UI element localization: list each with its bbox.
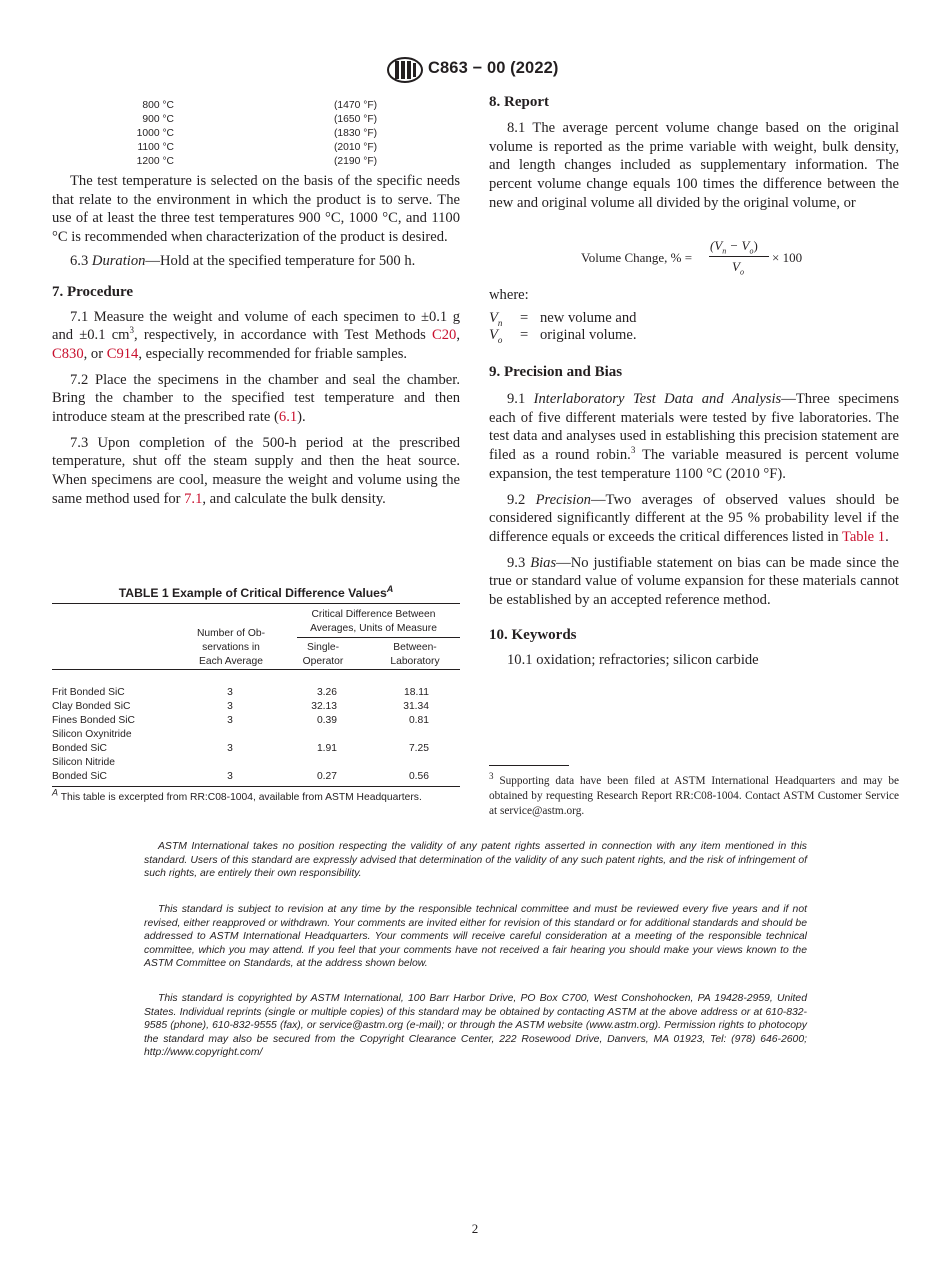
- col-header-observations: Number of Ob- servations in Each Average: [196, 628, 266, 667]
- temperature-fahrenheit: (2190 °F): [334, 156, 378, 167]
- table-top-rule: [52, 603, 460, 604]
- table-cell-between-laboratory: 7.25: [408, 743, 429, 754]
- paragraph-7-2: 7.2 Place the specimens in the chamber and seal the chamber. Bring the chamber to the specified test temperature and then introduce steam at the prescribed rate (6.1).: [52, 371, 460, 426]
- table-bottom-rule: [52, 786, 460, 787]
- temperature-row: [52, 127, 460, 141]
- table-cell-single-operator: 0.39: [316, 715, 337, 726]
- table-cell-material: Frit Bonded SiC: [52, 687, 125, 698]
- table-footnote: $^A$ This table is excerpted from RR:C08-1004, available from ASTM Headquarters.: [52, 787, 422, 803]
- section-7-heading: 7. Procedure: [52, 283, 134, 300]
- temperature-paragraph: The test temperature is selected on the basis of the specific needs that relate to the environment in which the product is to serve. The use of at least the three test temperatures 900 °C, 1000 °C, and 1100 °C is recommended when characterization of the product is desired.: [52, 173, 460, 246]
- paragraph-9-3: 9.3 Bias—No justifiable statement on bias can be made since the true or standard value of volume expansion for these materials cannot be established by an accepted reference method.: [489, 554, 899, 609]
- left-column: [52, 172, 460, 509]
- link-6-1[interactable]: 6.1: [278, 409, 298, 426]
- group-header-rule: [297, 637, 460, 638]
- link-c20[interactable]: C20: [432, 327, 457, 344]
- table-cell-material: Fines Bonded SiC: [52, 715, 135, 726]
- table-cell-observations: 3: [227, 701, 233, 712]
- section-8-heading: 8. Report: [489, 94, 549, 110]
- paragraph-6-3: 6.3 Duration—Hold at the specified temperature for 500 h.: [70, 252, 416, 269]
- temperature-fahrenheit: (1830 °F): [334, 128, 378, 139]
- section-10-heading: 10. Keywords: [489, 626, 577, 643]
- paragraph-9-1: 9.1 Interlaboratory Test Data and Analysis—Three specimens each of five different materials were tested by five laboratories. The test data and analyses used in establishing this precision statement are filed as a round robin.$^3$ The variable measured is percent volume expansion, the test temperature 1100 °C (2010 °F).: [489, 391, 900, 482]
- temperature-fahrenheit: (1470 °F): [334, 100, 378, 111]
- temperature-fahrenheit: (2010 °F): [334, 142, 378, 153]
- table-cell-observations: 3: [227, 771, 233, 782]
- table-cell-single-operator: 3.26: [316, 687, 337, 698]
- astm-logo-icon: [386, 57, 424, 83]
- link-c830[interactable]: C830: [52, 345, 84, 362]
- temperature-row: [52, 99, 460, 113]
- document-designation: C863 − 00 (2022): [428, 59, 559, 77]
- table-header-rule: [52, 669, 460, 670]
- temperature-row: [52, 155, 460, 169]
- footnote-rule: [489, 765, 569, 766]
- link-7-1[interactable]: 7.1: [184, 490, 203, 507]
- temperature-fahrenheit: (1650 °F): [334, 114, 378, 125]
- paragraph-9-2: 9.2 Precision—Two averages of observed values should be considered significantly different at the 95 % probability level if the difference equals or exceeds the critical differences listed in Table 1.: [489, 491, 899, 545]
- paragraph-10-1: 10.1 oxidation; refractories; silicon carbide: [507, 651, 759, 668]
- table-cell-between-laboratory: 0.81: [408, 715, 429, 726]
- temperature-celsius: 1200 °C: [136, 156, 174, 167]
- col-header-critical-difference: Critical Difference Between Averages, Units of Measure: [310, 609, 437, 634]
- right-column-lower: [489, 363, 899, 669]
- temperature-celsius: 1000 °C: [136, 128, 174, 139]
- footnote-3: $^3$ Supporting data have been filed at ASTM International Headquarters and may be obtained by requesting Research Report RR:C08-1004. Contact ASTM Customer Service at service@astm.org.: [489, 771, 899, 817]
- link-table-1[interactable]: Table 1: [841, 528, 886, 545]
- table-cell-material: Silicon Oxynitride Bonded SiC: [52, 729, 132, 754]
- volume-change-formula: Volume Change, % = $(V_n - V_o)$ $V_o$ × 100: [581, 238, 803, 277]
- legal-copyright-notice: This standard is copyrighted by ASTM International, 100 Barr Harbor Drive, PO Box C700, West Conshohocken, PA 19428-2959, United States. Individual reprints (single or multiple copies) of this standard may be obtained by contacting ASTM at the above address or at 610-832-9585 (phone), 610-832-9555 (fax), or service@astm.org (e-mail); or through the ASTM website (www.astm.org). Permission rights to photocopy the standard may also be secured from the Copyright Clearance Center, 222 Rosewood Drive, Danvers, MA 01923, Tel: (978) 646-2600; http://www.copyright.com/: [144, 993, 807, 1058]
- paragraph-8-1: 8.1 The average percent volume change based on the original volume is reported as the prime variable with weight, bulk density, and length changes included as supplementary information. The percent volume change equals 100 times the difference between the new and original volume all divided by the original volume, or: [489, 120, 899, 211]
- temperature-row: [52, 113, 460, 127]
- temperature-celsius: 900 °C: [142, 114, 174, 125]
- where-block: where: $V_n$ = new volume and $V_o$ = original volume.: [489, 287, 637, 345]
- table-cell-single-operator: 1.91: [316, 743, 337, 754]
- table-cell-between-laboratory: 18.11: [403, 687, 429, 698]
- legal-patent-notice: ASTM International takes no position respecting the validity of any patent rights asserted in connection with any item mentioned in this standard. Users of this standard are expressly advised that determination of the validity of any such patent rights, and the risk of infringement of such rights, are entirely their own responsibility.: [144, 841, 807, 879]
- page-header: [0, 57, 950, 83]
- table-cell-observations: 3: [227, 687, 233, 698]
- table-cell-material: Clay Bonded SiC: [52, 701, 131, 712]
- page-number: 2: [471, 1221, 479, 1236]
- temperature-row: [52, 141, 460, 155]
- table-title: TABLE 1 Example of Critical Difference Values$^A$: [118, 583, 394, 600]
- table-cell-single-operator: 0.27: [316, 771, 337, 782]
- paragraph-7-3: 7.3 Upon completion of the 500-h period at the prescribed temperature, shut off the steam supply and then the heat source. When specimens are cool, measure the weight and volume using the same method used for 7.1, and calculate the bulk density.: [52, 434, 460, 507]
- temperature-celsius: 800 °C: [142, 100, 174, 111]
- table-cell-between-laboratory: 0.56: [408, 771, 429, 782]
- right-column: [489, 93, 899, 213]
- paragraph-7-1: 7.1 Measure the weight and volume of each specimen to ±0.1 g and ±0.1 $cm^3$, respectively, in accordance with Test Methods C20, C830, or C914, especially recommended for friable samples.: [52, 308, 460, 362]
- table-cell-observations: 3: [227, 715, 233, 726]
- temperature-celsius: 1100 °C: [137, 142, 174, 153]
- legal-revision-notice: This standard is subject to revision at any time by the responsible technical committee and must be reviewed every five years and if not revised, either reapproved or withdrawn. Your comments are invited either for revision of this standard or for additional standards and should be addressed to ASTM International Headquarters. Your comments will receive careful consideration at a meeting of the responsible technical committee, which you may attend. If you feel that your comments have not received a fair hearing you should make your views known to the ASTM Committee on Standards, at the address shown below.: [144, 904, 807, 969]
- table-cell-single-operator: 32.13: [311, 701, 337, 712]
- col-header-between-laboratory: Between- Laboratory: [390, 642, 440, 667]
- table-cell-observations: 3: [227, 743, 233, 754]
- table-cell-between-laboratory: 31.34: [403, 701, 429, 712]
- table-cell-material: Silicon Nitride Bonded SiC: [52, 757, 115, 782]
- link-c914[interactable]: C914: [106, 345, 139, 362]
- temperature-list: [52, 99, 460, 171]
- section-9-heading: 9. Precision and Bias: [489, 364, 623, 380]
- col-header-single-operator: Single- Operator: [302, 642, 344, 667]
